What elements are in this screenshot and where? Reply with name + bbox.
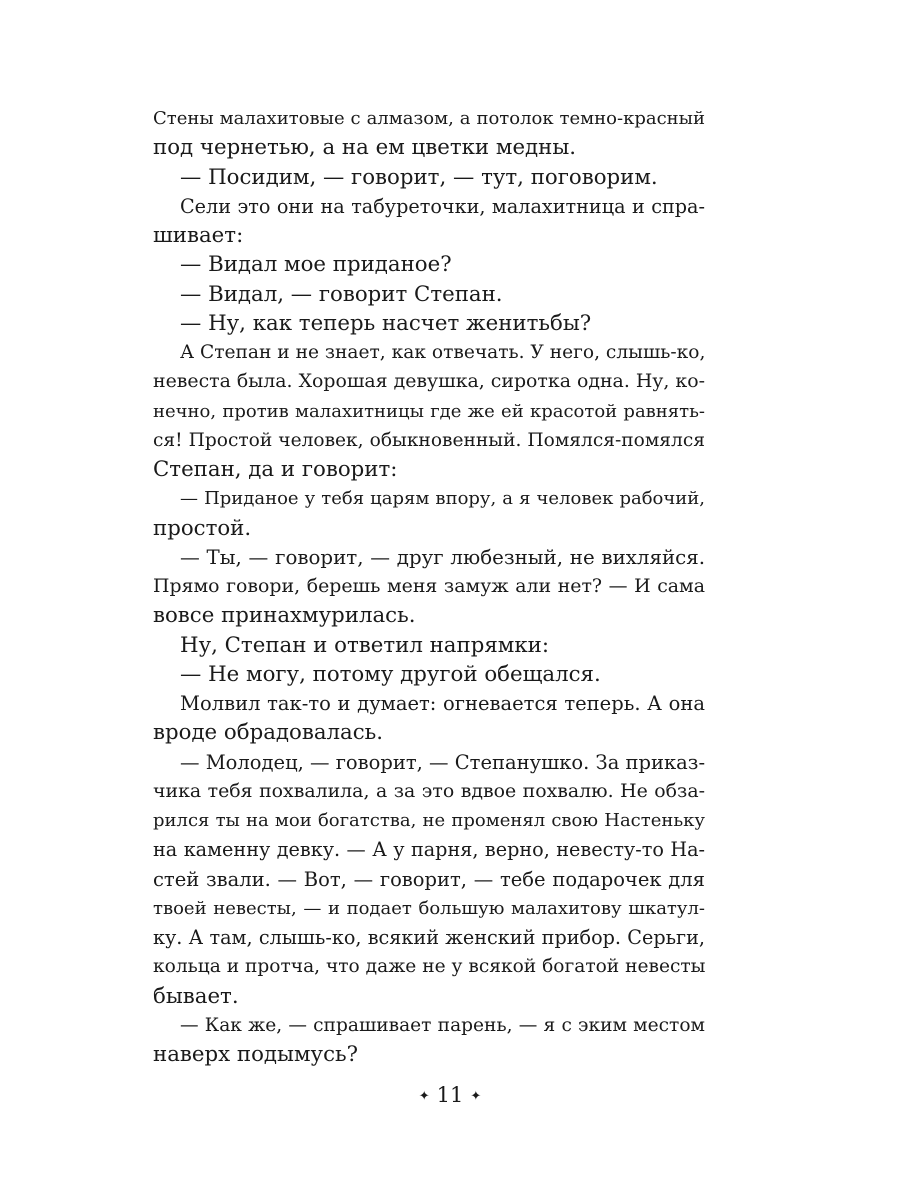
page-footer bbox=[0, 1080, 900, 1112]
text-line: вроде обрадовалась. bbox=[153, 720, 384, 746]
text-line: бывает. bbox=[153, 983, 239, 1009]
text-line: на каменну девку. — А у парня, верно, невесту-то На- bbox=[153, 838, 705, 862]
text-line: наверх подымусь? bbox=[153, 1042, 359, 1067]
text-line: рился ты на мои богатства, не променял свою Настеньку bbox=[153, 810, 705, 831]
text-line: Молвил так-то и думает: огневается теперь. А она bbox=[180, 692, 705, 715]
text-line: — Не могу, потому другой обещался. bbox=[180, 661, 601, 687]
text-line: твоей невесты, — и подает большую малахитову шкатул- bbox=[153, 897, 705, 919]
text-line: шивает: bbox=[153, 223, 244, 248]
text-line: — Видал мое приданое? bbox=[180, 252, 452, 278]
right-ornament-icon: ✦ bbox=[470, 1089, 482, 1104]
text-line: — Видал, — говорит Степан. bbox=[180, 281, 503, 307]
text-line: под чернетью, а на ем цветки медны. bbox=[153, 135, 577, 161]
text-line: ку. А там, слышь-ко, всякий женский прибор. Серьги, bbox=[153, 926, 705, 949]
text-line: А Степан и не знает, как отвечать. У него, слышь-ко, bbox=[180, 342, 706, 363]
text-line: Ну, Степан и ответил напрямки: bbox=[180, 632, 550, 658]
page-body bbox=[153, 104, 705, 1069]
text-line: ся! Простой человек, обыкновенный. Помялся-помялся bbox=[153, 429, 705, 451]
text-line: Стены малахитовые с алмазом, а потолок темно-красный bbox=[153, 108, 705, 129]
page-number: 11 bbox=[436, 1083, 464, 1107]
text-line: невеста была. Хорошая девушка, сиротка одна. Ну, ко- bbox=[153, 370, 705, 393]
text-line: Прямо говори, берешь меня замуж али нет? — И сама bbox=[153, 575, 705, 597]
text-line: стей звали. — Вот, — говорит, — тебе подарочек для bbox=[153, 867, 705, 891]
text-line: — Приданое у тебя царям впору, а я человек рабочий, bbox=[180, 488, 705, 510]
text-line: простой. bbox=[153, 515, 252, 541]
text-line: чика тебя похвалила, а за это вдвое похвалю. Не обза- bbox=[153, 779, 705, 802]
left-ornament-icon: ✦ bbox=[418, 1089, 430, 1104]
text-line: нечно, против малахитницы где же ей красотой равнять- bbox=[153, 400, 705, 422]
text-line: кольца и протча, что даже не у всякой богатой невесты bbox=[153, 956, 706, 978]
text-line: Степан, да и говорит: bbox=[153, 457, 398, 482]
text-line: Сели это они на табуреточки, малахитница и спра- bbox=[180, 194, 705, 218]
text-line: — Ты, — говорит, — друг любезный, не вихляйся. bbox=[180, 545, 705, 569]
text-line: — Как же, — спрашивает парень, — я с эким местом bbox=[180, 1014, 705, 1036]
text-line: — Молодец, — говорит, — Степанушко. За приказ- bbox=[180, 750, 706, 774]
text-line: вовсе принахмурилась. bbox=[153, 603, 416, 629]
text-line: — Ну, как теперь насчет женитьбы? bbox=[180, 310, 592, 336]
text-line: — Посидим, — говорит, — тут, поговорим. bbox=[180, 164, 658, 190]
